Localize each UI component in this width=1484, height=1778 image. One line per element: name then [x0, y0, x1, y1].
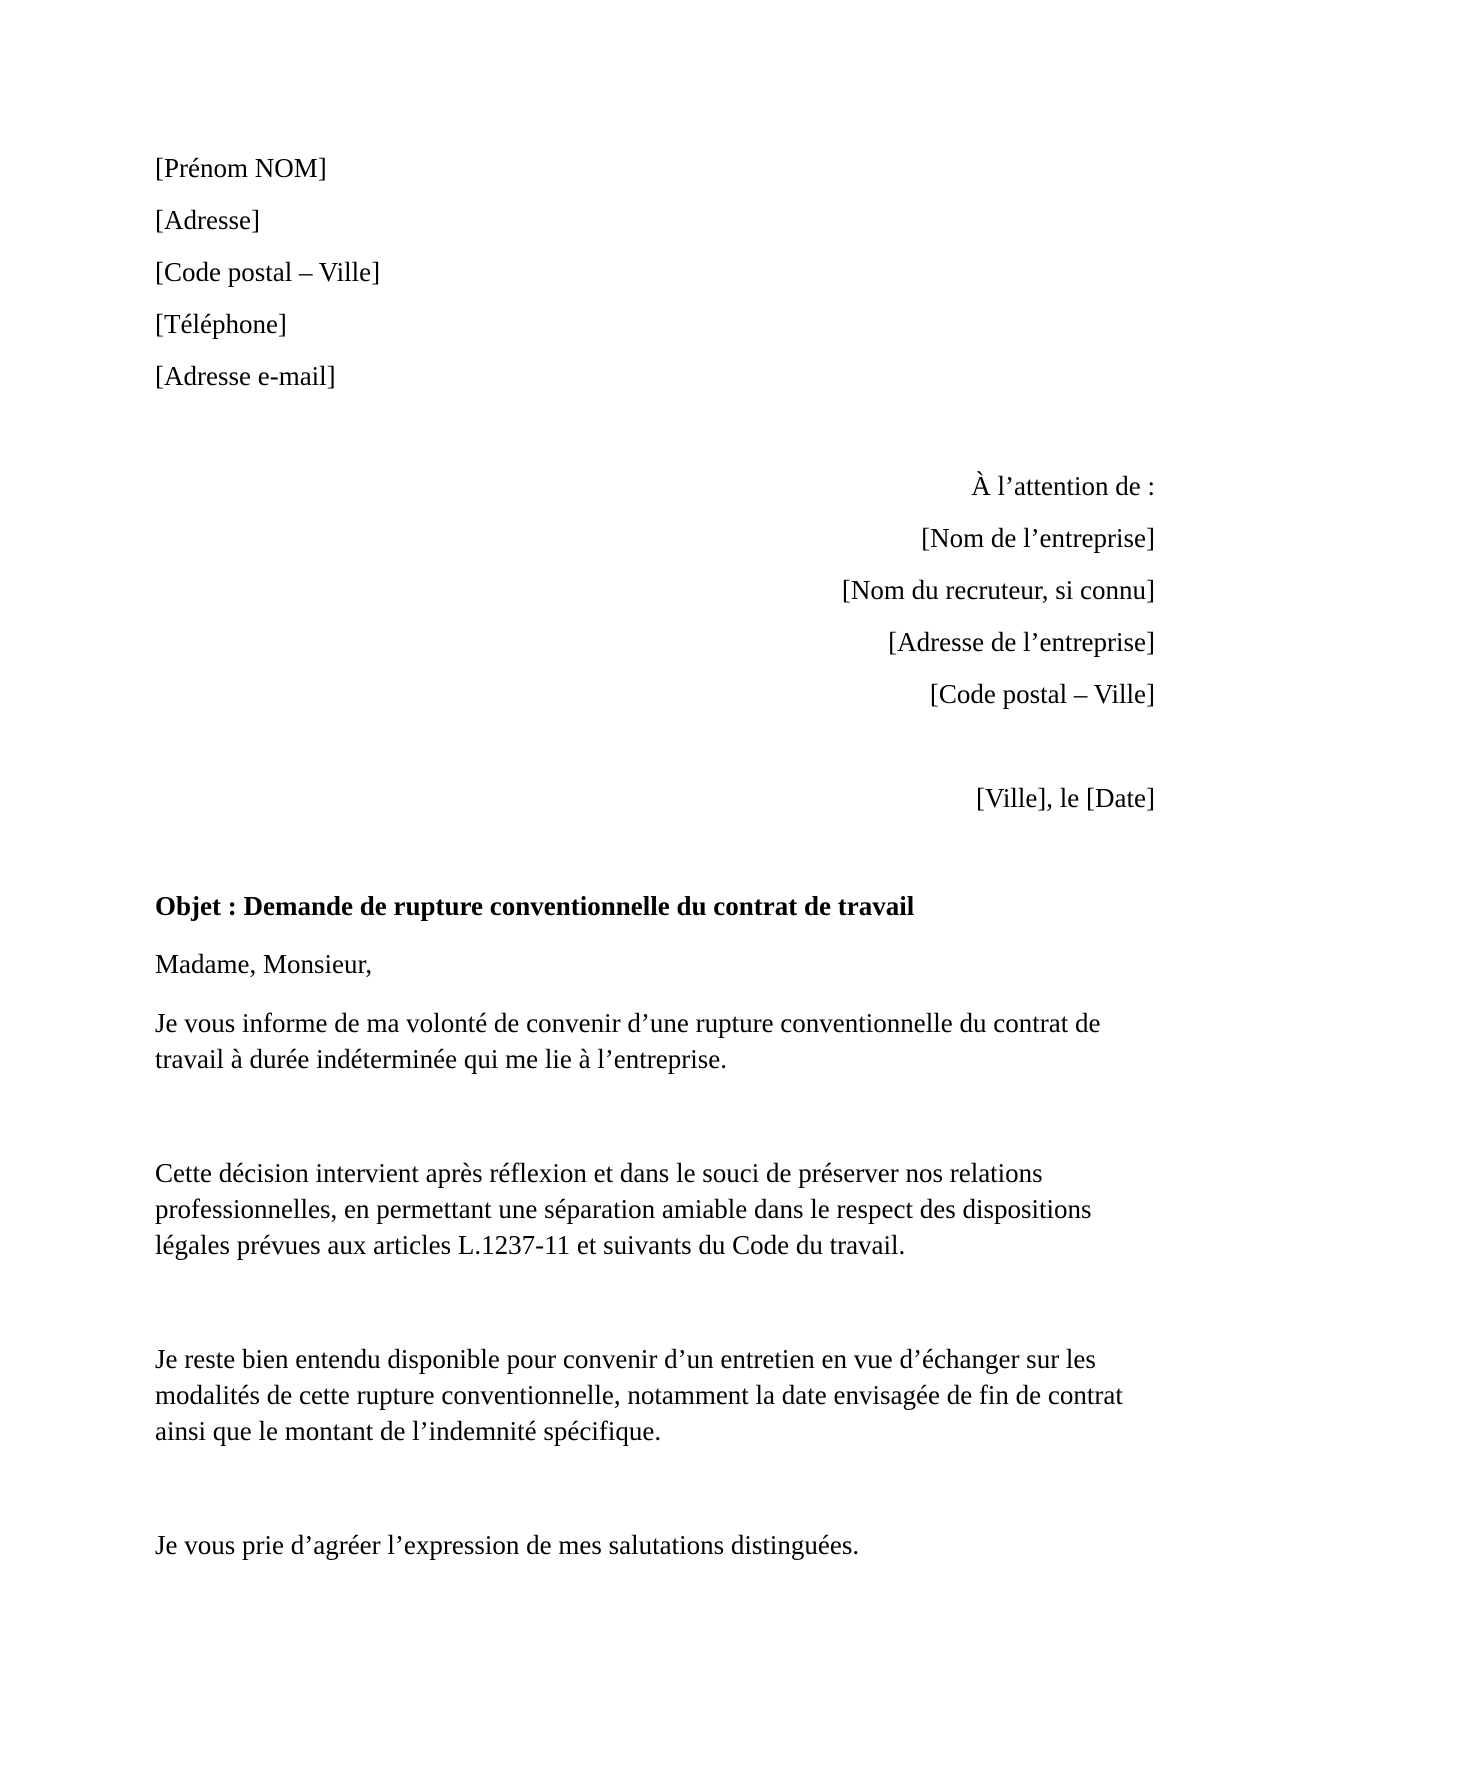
body-paragraph-1: Je vous informe de ma volonté de convenir d’une rupture conventionnelle du contrat de travail à durée indéterminée qui me lie à l’entreprise. — [155, 1008, 1101, 1074]
sender-email-line: [Adresse e-mail] — [155, 361, 336, 391]
body-paragraph-4: Je vous prie d’agréer l’expression de mes salutations distinguées. — [155, 1530, 860, 1560]
recipient-recruiter-line: [Nom du recruteur, si connu] — [841, 575, 1155, 605]
sender-phone-line: [Téléphone] — [155, 309, 287, 339]
letter-body — [155, 889, 1155, 1563]
recipient-company-line: [Nom de l’entreprise] — [921, 523, 1155, 553]
date-block — [155, 782, 1155, 815]
recipient-postal-city-line: [Code postal – Ville] — [929, 679, 1155, 709]
recipient-attention-line: À l’attention de : — [971, 471, 1155, 501]
place-and-date-line: [Ville], le [Date] — [975, 783, 1155, 813]
salutation-line: Madame, Monsieur, — [155, 949, 373, 979]
sender-address-block — [155, 0, 1155, 393]
subject-line: Objet : Demande de rupture conventionnelle du contrat de travail — [155, 891, 915, 921]
body-paragraph-3: Je reste bien entendu disponible pour convenir d’un entretien en vue d’échanger sur les modalités de cette rupture conventionnelle, notamment la date envisagée de fin de contrat ainsi que le montant de l’indemnité spécifique. — [155, 1344, 1123, 1446]
body-paragraph-2: Cette décision intervient après réflexion et dans le souci de préserver nos relations professionnelles, en permettant une séparation amiable dans le respect des dispositions légales prévues aux articles L.1237-11 et suivants du Code du travail. — [155, 1158, 1092, 1260]
recipient-street-line: [Adresse de l’entreprise] — [888, 627, 1155, 657]
sender-name-line: [Prénom NOM] — [155, 153, 327, 183]
sender-street-line: [Adresse] — [155, 205, 260, 235]
letter-content — [155, 0, 1155, 1563]
sender-postal-city-line: [Code postal – Ville] — [155, 257, 381, 287]
recipient-address-block — [155, 470, 1155, 711]
